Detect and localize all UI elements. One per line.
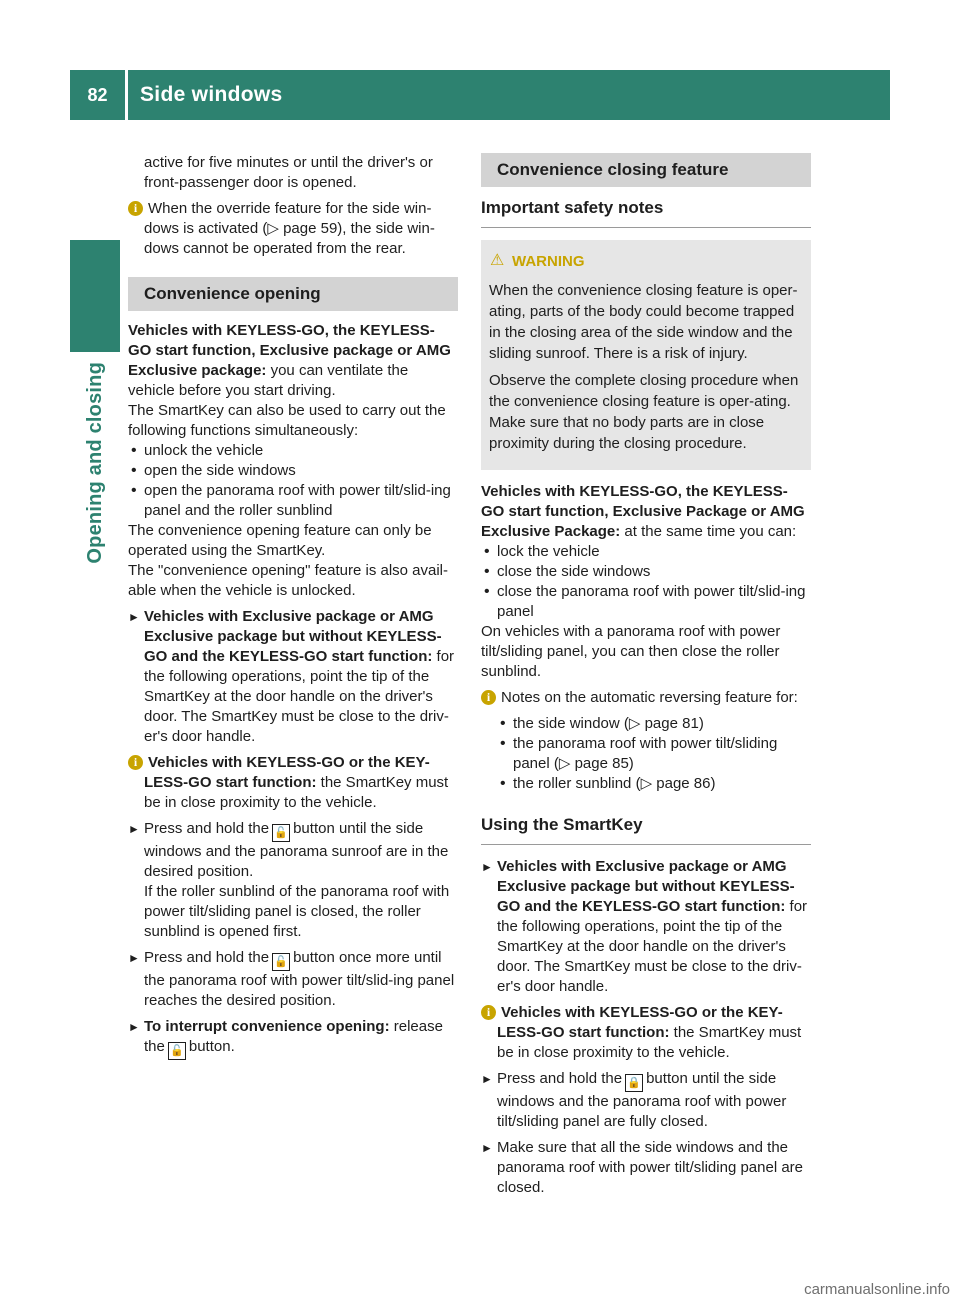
step-text: for the following operations, point the tip of the SmartKey at the door handle on the driver's door. The SmartKey must be close to the driv-er's door handle. xyxy=(497,898,808,995)
step-text: release the xyxy=(144,1018,443,1055)
subheading-using-smartkey: Using the SmartKey xyxy=(481,814,811,845)
info-text: the SmartKey must be in close proximity to the vehicle. xyxy=(497,1024,802,1061)
info-note-keyless xyxy=(128,753,458,813)
info-label: Vehicles with KEYLESS-GO or the KEY-LESS-GO start function: xyxy=(497,1004,783,1041)
header-divider xyxy=(125,70,128,120)
warning-title xyxy=(490,252,803,272)
chapter-label: Opening and closing xyxy=(84,362,106,564)
step-text: Press and hold the xyxy=(144,949,270,966)
step-item xyxy=(481,1069,811,1132)
list-item: • unlock the vehicle xyxy=(128,441,458,461)
unlock-key-icon: 🔓 xyxy=(168,1042,186,1060)
smartkey-intro: The SmartKey can also be used to carry out the following functions simultaneously: xyxy=(128,402,446,439)
lock-key-icon: 🔒 xyxy=(625,1074,643,1092)
list-item: • the side window (▷ page 81) xyxy=(497,714,811,734)
unlock-key-icon: 🔓 xyxy=(272,953,290,971)
info-icon: i xyxy=(128,201,143,216)
list-item: • lock the vehicle xyxy=(481,542,811,562)
vehicles-paragraph xyxy=(128,321,458,401)
section-heading-convenience-opening: Convenience opening xyxy=(128,277,458,311)
info-note-reversing xyxy=(481,688,811,708)
intro-text: active for five minutes or until the driver's or front-passenger door is opened. xyxy=(144,154,433,191)
list-item: • the panorama roof with power tilt/sliding panel (▷ page 85) xyxy=(497,734,811,774)
vehicles-text: at the same time you can: xyxy=(620,523,797,540)
arrow-right-icon: ► xyxy=(481,860,493,874)
page-title: Side windows xyxy=(140,83,283,106)
step-text: Press and hold the xyxy=(144,820,270,837)
watermark: carmanualsonline.info xyxy=(804,1281,950,1298)
list-item: • close the panorama roof with power tilt/slid-ing panel xyxy=(481,582,811,622)
list-item: • the roller sunblind (▷ page 86) xyxy=(497,774,811,794)
info-icon: i xyxy=(481,690,496,705)
warning-box xyxy=(481,240,811,470)
step-text: for the following operations, point the tip of the SmartKey at the door handle on the driver's door. The SmartKey must be close to the driv-er's door handle. xyxy=(144,648,455,745)
info-note-override xyxy=(128,199,458,259)
list-item: • open the panorama roof with power tilt/slid-ing panel and the roller sunblind xyxy=(128,481,458,521)
warning-text: When the convenience closing feature is oper-ating, parts of the body could become trapped in the closing area of the side window and the sliding sunroof. There is a risk of injury. xyxy=(489,282,798,362)
info-icon: i xyxy=(481,1005,496,1020)
info-note-keyless xyxy=(481,1003,811,1063)
vehicles-paragraph xyxy=(481,482,811,542)
info-icon: i xyxy=(128,755,143,770)
step-item xyxy=(128,1017,458,1060)
step-text: Press and hold the xyxy=(497,1070,623,1087)
vehicles-text: you can ventilate the vehicle before you start driving. xyxy=(128,362,409,399)
right-column xyxy=(481,153,811,1204)
side-tab-block xyxy=(70,240,120,352)
arrow-right-icon: ► xyxy=(128,610,140,624)
step-text: button once more until the panorama roof with power tilt/slid-ing panel reaches the desired position. xyxy=(144,949,455,1009)
step-label: Vehicles with Exclusive package or AMG Exclusive package but without KEYLESS-GO and the KEYLESS-GO start function: xyxy=(144,608,442,665)
info-text: Notes on the automatic reversing feature for: xyxy=(501,689,798,706)
step-text: button until the side windows and the panorama roof with power tilt/sliding panel are fully closed. xyxy=(497,1070,787,1130)
paragraph-availability: The "convenience opening" feature is also avail-able when the vehicle is unlocked. xyxy=(128,562,449,599)
info-text: When the override feature for the side win-dows is activated (▷ page 59), the side win-dows cannot be operated from the rear. xyxy=(144,200,435,257)
info-label: Vehicles with KEYLESS-GO or the KEY-LESS-GO start function: xyxy=(144,754,430,791)
page-number: 82 xyxy=(87,85,108,105)
step-text: button until the side windows and the panorama sunroof are in the desired position. xyxy=(144,820,449,880)
paragraph-roller-sunblind: On vehicles with a panorama roof with power tilt/sliding panel, you can then close the roller sunblind. xyxy=(481,623,781,680)
vehicles-label: Vehicles with KEYLESS-GO, the KEYLESS-GO start function, Exclusive Package or AMG Exclusive Package: xyxy=(481,483,805,540)
warning-label: WARNING xyxy=(512,253,585,270)
step-item xyxy=(128,948,458,1011)
arrow-right-icon: ► xyxy=(128,822,140,836)
step-text: Make sure that all the side windows and the panorama roof with power tilt/sliding panel are closed. xyxy=(497,1139,803,1196)
arrow-right-icon: ► xyxy=(481,1072,493,1086)
step-note: If the roller sunblind of the panorama roof with power tilt/sliding panel is closed, the roller sunblind is opened first. xyxy=(144,883,450,940)
info-text: the SmartKey must be in close proximity to the vehicle. xyxy=(144,774,449,811)
arrow-right-icon: ► xyxy=(128,1020,140,1034)
section-heading-convenience-closing: Convenience closing feature xyxy=(481,153,811,187)
step-item xyxy=(128,819,458,942)
warning-triangle-icon: ⚠ xyxy=(490,252,505,269)
unlock-key-icon: 🔓 xyxy=(272,824,290,842)
paragraph-smartkey-only: The convenience opening feature can only be operated using the SmartKey. xyxy=(128,522,432,559)
list-item: • close the side windows xyxy=(481,562,811,582)
left-column xyxy=(128,153,458,1066)
arrow-right-icon: ► xyxy=(128,951,140,965)
side-tab-label xyxy=(72,362,118,622)
step-label: To interrupt convenience opening: xyxy=(144,1018,390,1035)
step-label: Vehicles with Exclusive package or AMG Exclusive package but without KEYLESS-GO and the KEYLESS-GO start function: xyxy=(497,858,795,915)
step-item xyxy=(481,857,811,997)
vehicles-label: Vehicles with KEYLESS-GO, the KEYLESS-GO start function, Exclusive package or AMG Exclusive package: xyxy=(128,322,451,379)
step-item xyxy=(481,1138,811,1198)
step-text: button. xyxy=(188,1038,235,1055)
step-item xyxy=(128,607,458,747)
warning-text: Observe the complete closing procedure when the convenience closing feature is oper-ating. Make sure that no body parts are in close proximity during the closing procedure. xyxy=(489,372,799,452)
subheading-safety-notes: Important safety notes xyxy=(481,197,811,228)
arrow-right-icon: ► xyxy=(481,1141,493,1155)
list-item: • open the side windows xyxy=(128,461,458,481)
